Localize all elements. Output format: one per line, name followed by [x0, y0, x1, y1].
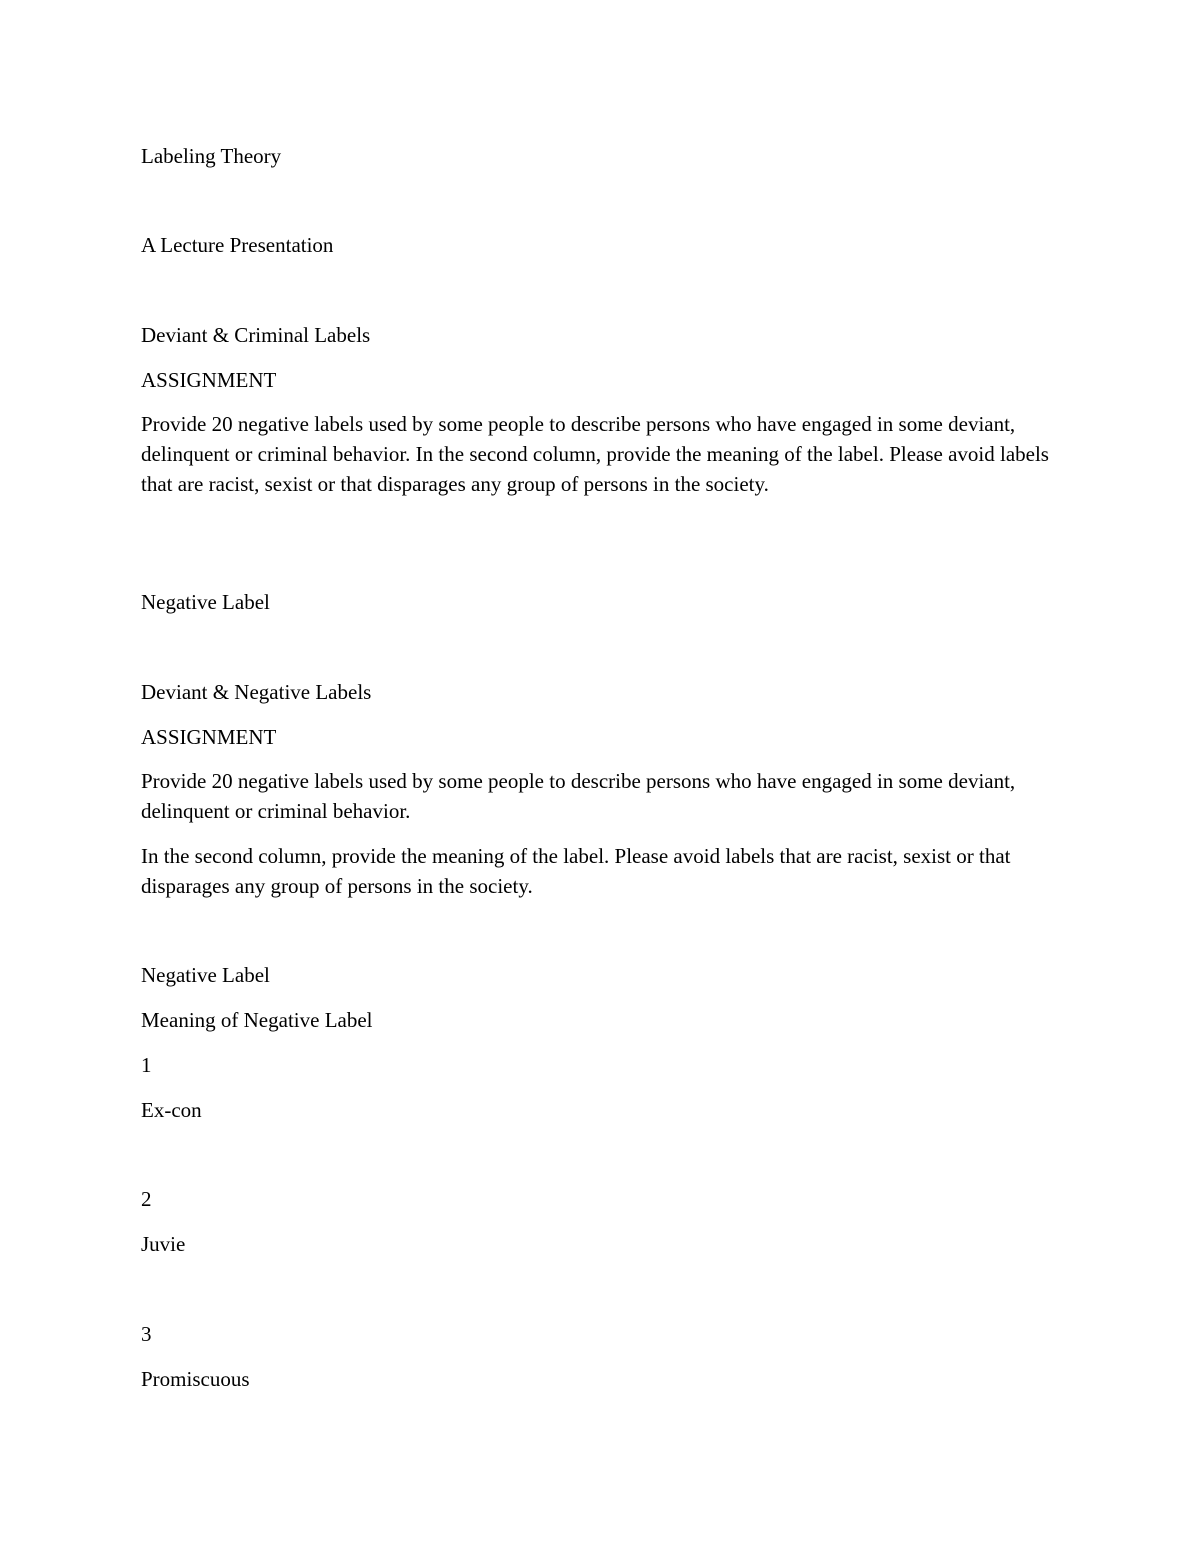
entry-label: Ex-con [141, 1098, 202, 1122]
document-title: Labeling Theory [141, 144, 282, 168]
section1-column-header: Negative Label [141, 590, 270, 614]
section2-assignment-text-1: Provide 20 negative labels used by some people to describe persons who have engaged in some deviant, delinquent or criminal behavior. [141, 769, 1016, 823]
section1-assignment-text: Provide 20 negative labels used by some people to describe persons who have engaged in some deviant, delinquent or criminal behavior. In the second column, provide the meaning of the label. Please avoid labels that are racist, sexist or that disparages any group of persons in the society. [141, 412, 1049, 496]
table-header-meaning: Meaning of Negative Label [141, 1008, 373, 1032]
document-subtitle: A Lecture Presentation [141, 233, 334, 257]
entry-number: 1 [141, 1053, 152, 1077]
section2-heading: Deviant & Negative Labels [141, 680, 372, 704]
section1-assignment-label: ASSIGNMENT [141, 368, 277, 392]
entry-number: 3 [141, 1322, 152, 1346]
entry-label: Promiscuous [141, 1367, 250, 1391]
section1-heading: Deviant & Criminal Labels [141, 323, 371, 347]
table-header-negative-label: Negative Label [141, 963, 270, 987]
entry-number: 2 [141, 1187, 152, 1211]
section2-assignment-label: ASSIGNMENT [141, 725, 277, 749]
entry-label: Juvie [141, 1232, 186, 1256]
section2-assignment-text-2: In the second column, provide the meaning of the label. Please avoid labels that are racist, sexist or that disparages any group of persons in the society. [141, 844, 1011, 898]
